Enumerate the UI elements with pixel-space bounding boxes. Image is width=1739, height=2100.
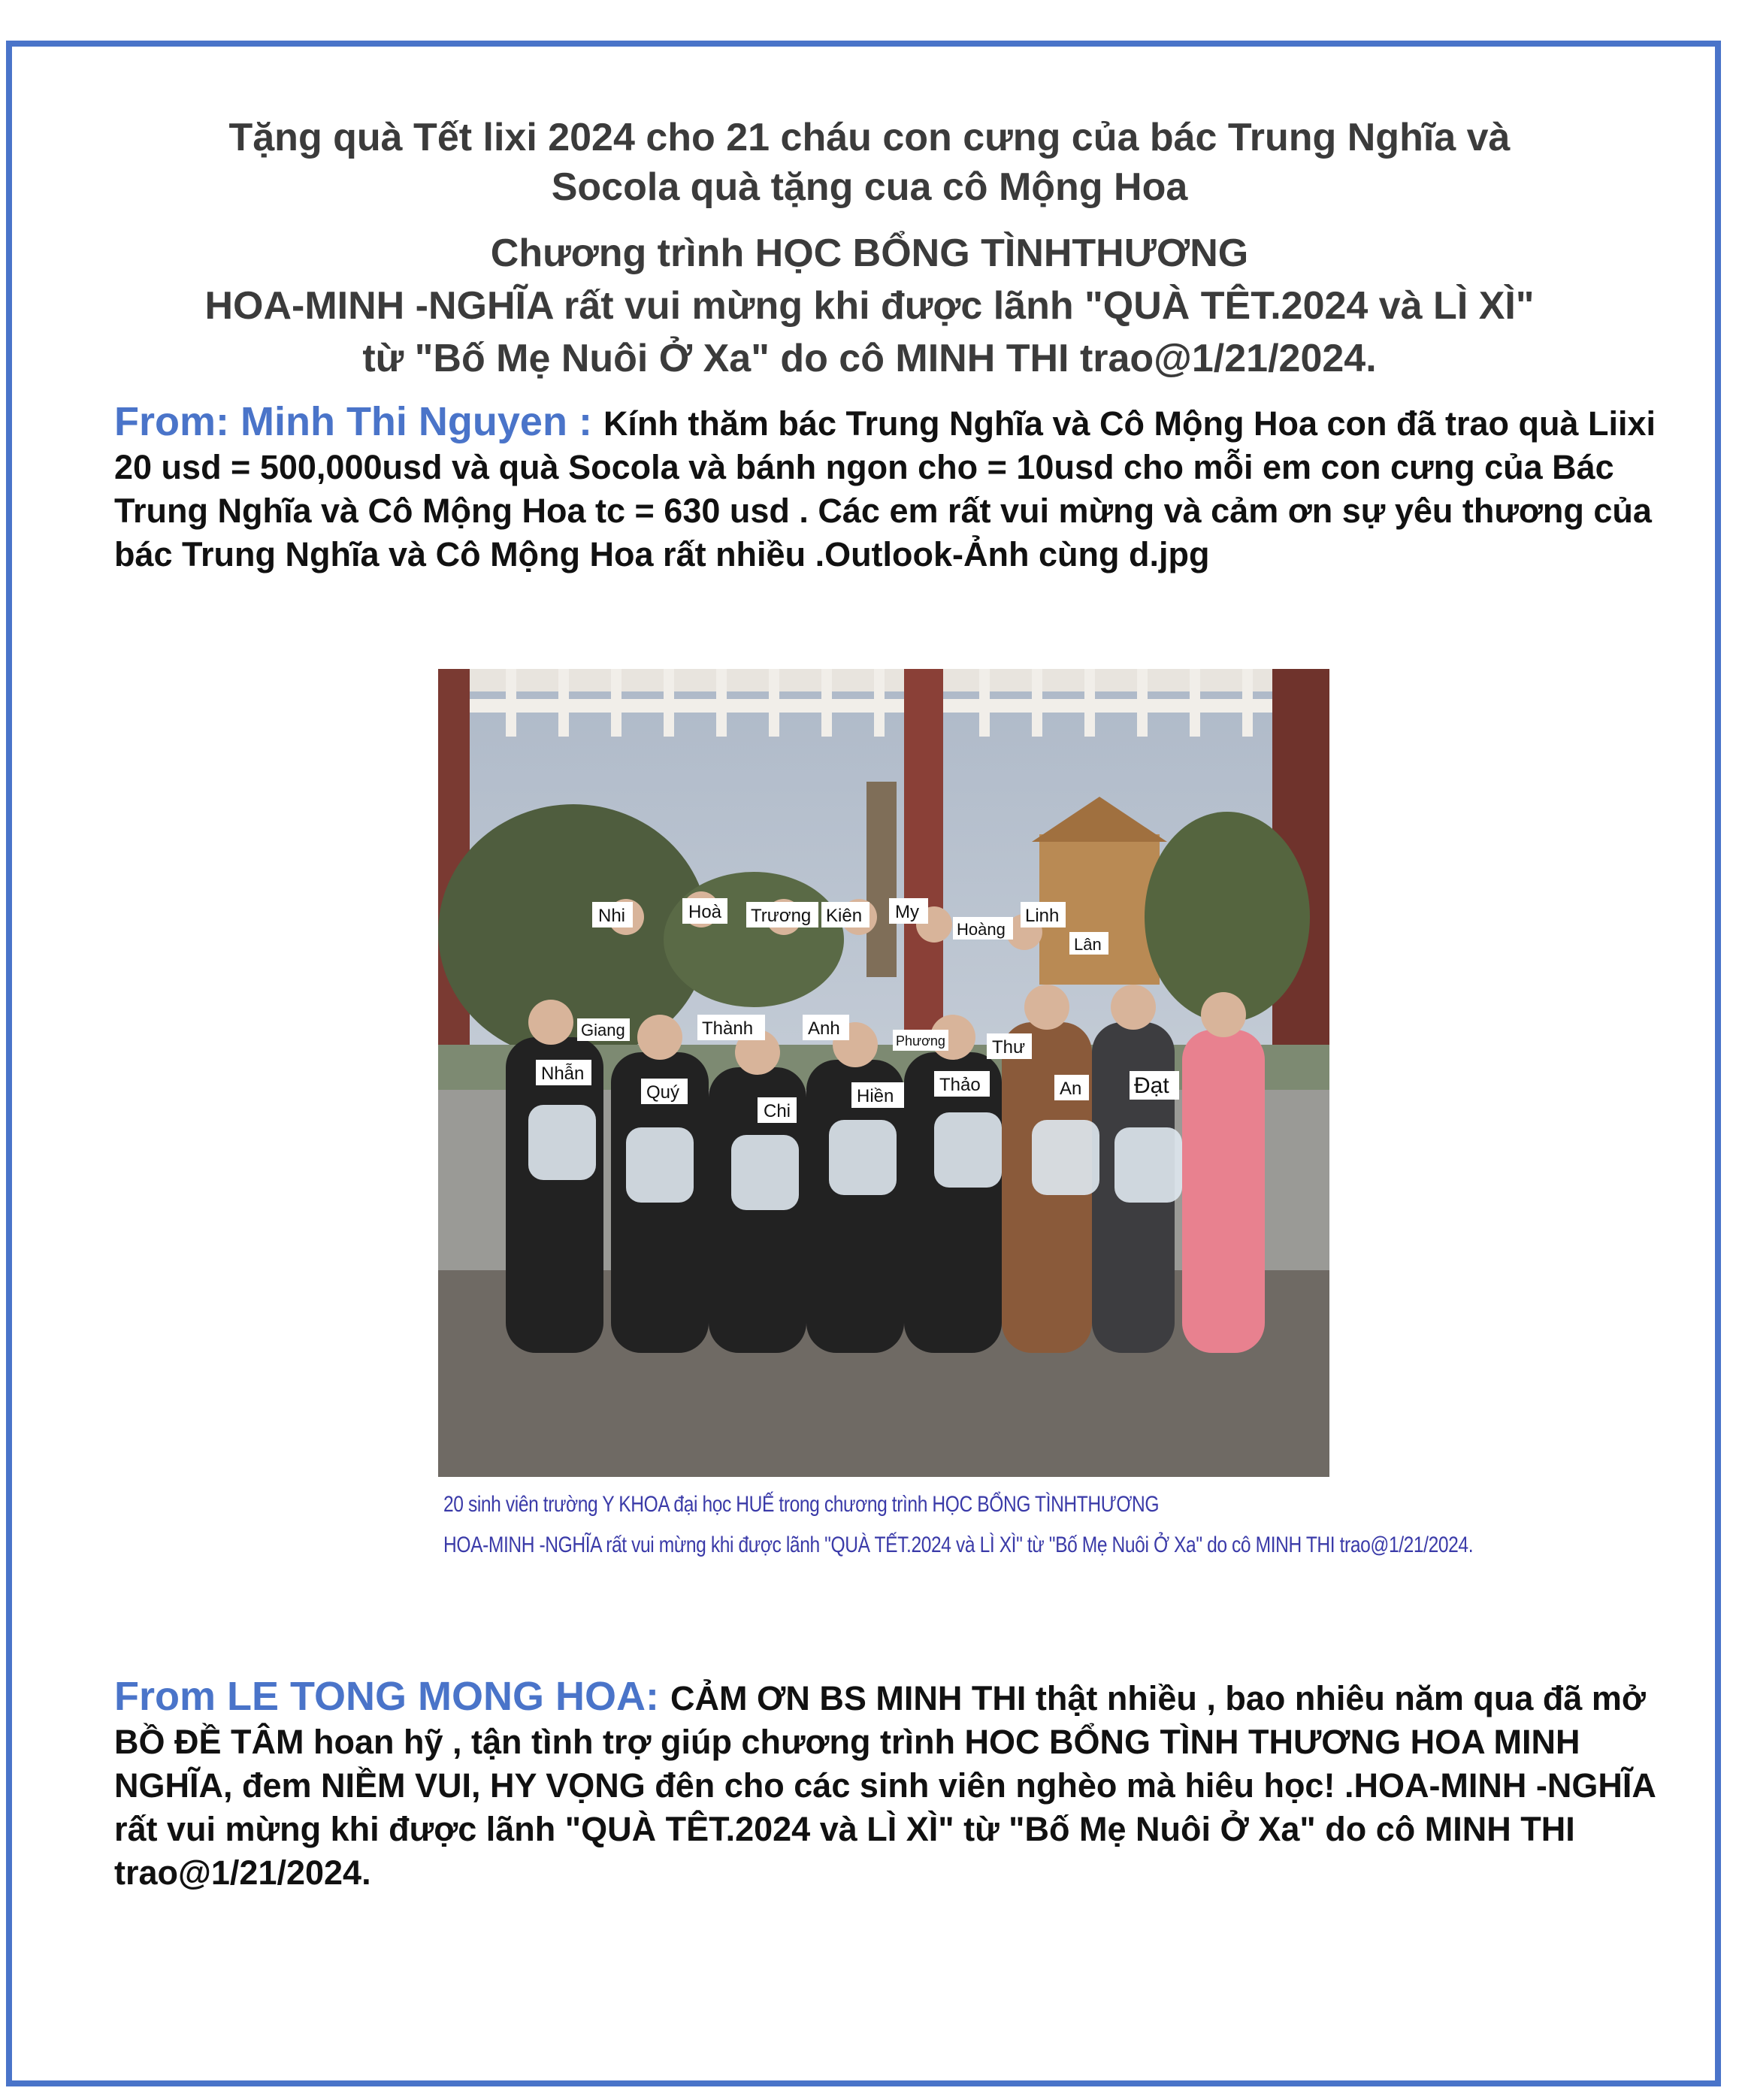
program-line-3: từ "Bố Mẹ Nuôi Ở Xa" do cô MINH THI trao@1/21/2024.: [362, 337, 1377, 380]
message-2-from: From LE TONG MONG HOA:: [114, 1674, 670, 1719]
message-le-tong-mong-hoa: [114, 1675, 1662, 1895]
tag-11: Phương: [896, 1033, 945, 1048]
program-line-2: HOA-MINH -NGHĨA rất vui mừng khi được lãnh "QUÀ TÊT.2024 và LÌ XÌ": [204, 284, 1535, 328]
tag-9: Thành: [702, 1018, 754, 1039]
tag-7: Lân: [1074, 935, 1102, 954]
page-title: [75, 113, 1664, 385]
tag-18: An: [1060, 1079, 1082, 1099]
tag-14: Quý: [646, 1082, 680, 1103]
message-2-body: CẢM ƠN BS MINH THI thật nhiều , bao nhiêu năm qua đã mở BỒ ĐỀ TÂM hoan hỹ , tận tình trợ giúp chương trình HOC BỔNG TÌNH THƯƠNG HOA MINH NGHĨA, đem NIỀM VUI, HY VỌNG đên cho các sinh viên nghèo mà hiêu học! .HOA-MINH -NGHĨA rất vui mừng khi được lãnh "QUÀ TÊT.2024 và LÌ XÌ" từ "Bố Mẹ Nuôi Ở Xa" do cô MINH THI trao@1/21/2024.: [114, 1679, 1656, 1892]
tag-3: Kiên: [826, 906, 863, 926]
program-line-1: Chương trình HỌC BỔNG TÌNHTHƯƠNG: [490, 231, 1249, 275]
tag-5: Hoàng: [957, 920, 1006, 939]
tag-8: Giang: [581, 1021, 625, 1039]
tag-6: Linh: [1025, 906, 1060, 926]
message-1-from: From: Minh Thi Nguyen :: [114, 399, 603, 444]
caption-line-1: 20 sinh viên trường Y KHOA đại học HUẾ trong chương trình HỌC BỔNG TÌNHTHƯƠNG: [443, 1492, 1160, 1517]
tag-15: Chi: [764, 1101, 791, 1121]
tag-0: Nhi: [598, 906, 626, 926]
tag-17: Thảo: [939, 1075, 981, 1095]
tag-2: Trương: [751, 906, 812, 926]
caption-line-2: HOA-MINH -NGHĨA rất vui mừng khi được lãnh "QUÀ TẾT.2024 và LÌ XÌ" từ "Bố Mẹ Nuôi Ở Xa" do cô MINH THI trao@1/21/2024.: [443, 1533, 1474, 1557]
message-1-body: Kính thăm bác Trung Nghĩa và Cô Mộng Hoa con đã trao quà Liixi 20 usd = 500,000usd và quà Socola và bánh ngon cho = 10usd cho mỗi em con cưng của Bác Trung Nghĩa và Cô Mộng Hoa tc = 630 usd . Các em rất vui mừng và cảm ơn sự yêu thương của bác Trung Nghĩa và Cô Mộng Hoa rất nhiều .Outlook-Ảnh cùng d.jpg: [114, 404, 1656, 573]
tag-13: Nhẫn: [541, 1064, 585, 1084]
tag-4: My: [895, 902, 919, 922]
title-line-1: Tặng quà Tết lixi 2024 cho 21 cháu con cưng của bác Trung Nghĩa và: [228, 116, 1511, 159]
tag-10: Anh: [808, 1018, 840, 1039]
tag-19: Đạt: [1134, 1073, 1169, 1098]
program-heading: [75, 227, 1664, 385]
photo-caption: [443, 1484, 1474, 1566]
message-minh-thi: [114, 400, 1662, 576]
title-line-2: Socola quà tặng cua cô Mộng Hoa: [551, 165, 1188, 209]
group-photo: [438, 669, 1329, 1477]
tag-16: Hiền: [857, 1086, 894, 1106]
tag-12: Thư: [992, 1037, 1026, 1058]
tag-1: Hoà: [688, 902, 722, 922]
